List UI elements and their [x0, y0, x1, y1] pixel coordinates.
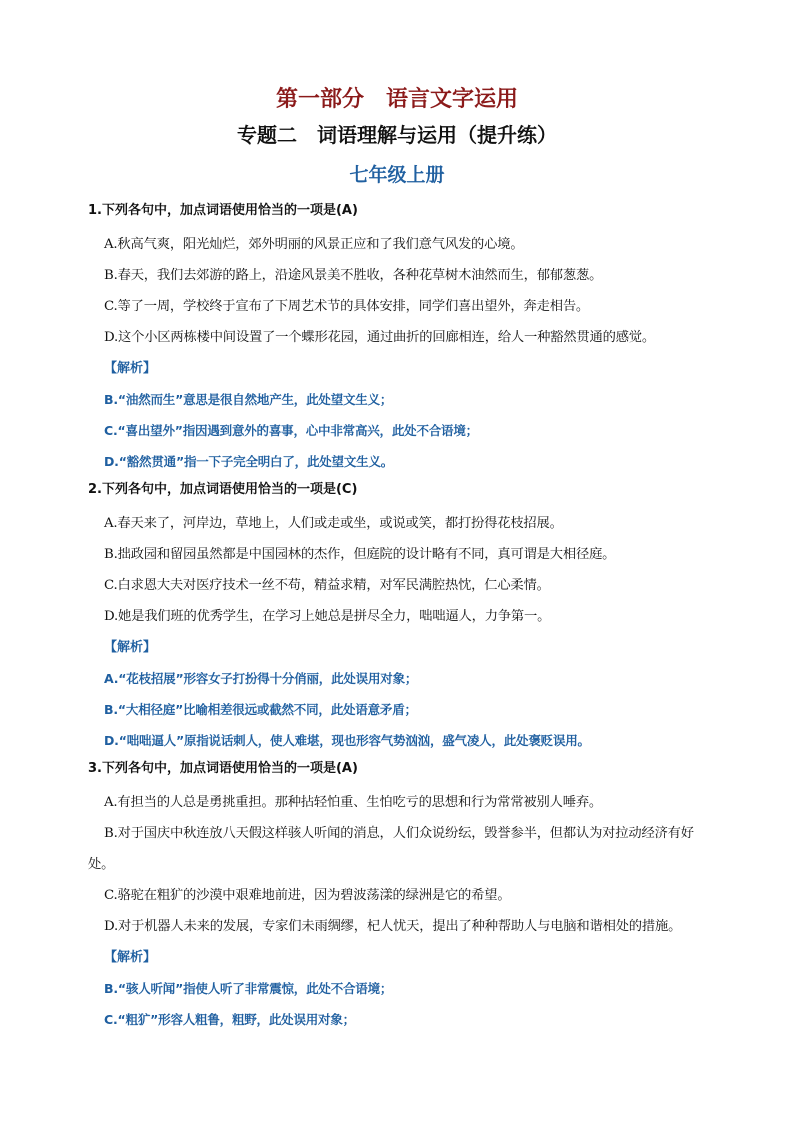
explanation-line: B.“骇人听闻”指使人听了非常震惊，此处不合语境； — [104, 981, 393, 996]
question-stem: 2.下列各句中，加点词语使用恰当的一项是(C) — [88, 482, 358, 497]
question-block — [88, 198, 718, 477]
analysis-label: 【解析】 — [104, 361, 157, 376]
part-title: 第一部分 语言文字运用 — [275, 87, 518, 112]
option-a: A.春天来了，河岸边，草地上，人们或走或坐，或说或笑，都打扮得花枝招展。 — [104, 516, 563, 531]
question-list — [88, 198, 718, 1035]
grade-title: 七年级上册 — [349, 164, 445, 186]
question-stem: 1.下列各句中，加点词语使用恰当的一项是(A) — [88, 203, 358, 218]
option-d: D.她是我们班的优秀学生，在学习上她总是拼尽全力，咄咄逼人，力争第一。 — [104, 609, 551, 624]
option-c: C.白求恩大夫对医疗技术一丝不苟，精益求精，对军民满腔热忱，仁心柔情。 — [104, 578, 550, 593]
explanation-line: D.“豁然贯通”指一下子完全明白了，此处望文生义。 — [104, 454, 394, 469]
option-b: B.春天，我们去郊游的路上，沿途风景美不胜收，各种花草树木油然而生，郁郁葱葱。 — [104, 268, 603, 283]
explanation-line: C.“粗犷”形容人粗鲁，粗野，此处误用对象； — [104, 1012, 355, 1027]
explanation-line: B.“大相径庭”比喻相差很远或截然不同，此处语意矛盾； — [104, 702, 417, 717]
question-stem: 3.下列各句中，加点词语使用恰当的一项是(A) — [88, 761, 358, 776]
topic-title: 专题二 词语理解与运用（提升练） — [237, 123, 557, 147]
explanation-line: C.“喜出望外”指因遇到意外的喜事，心中非常高兴，此处不合语境； — [104, 423, 478, 438]
option-c: C.骆驼在粗犷的沙漠中艰难地前进，因为碧波荡漾的绿洲是它的希望。 — [104, 888, 511, 903]
explanation-line: B.“油然而生”意思是很自然地产生，此处望文生义； — [104, 392, 393, 407]
option-b: B.对于国庆中秋连放八天假这样骇人听闻的消息，人们众说纷纭，毁誉参半，但都认为对拉动经济有好处。 — [88, 826, 694, 872]
option-d: D.对于机器人未来的发展，专家们未雨绸缪，杞人忧天，提出了种种帮助人与电脑和谐相处的措施。 — [104, 919, 682, 934]
option-c: C.等了一周，学校终于宣布了下周艺术节的具体安排，同学们喜出望外，奔走相告。 — [104, 299, 590, 314]
explanation-line: D.“咄咄逼人”原指说话刺人，使人难堪，现也形容气势汹汹，盛气凌人，此处褒贬误用。 — [104, 733, 590, 748]
explanation-line: A.“花枝招展”形容女子打扮得十分俏丽，此处误用对象； — [104, 671, 418, 686]
option-d: D.这个小区两栋楼中间设置了一个蝶形花园，通过曲折的回廊相连，给人一种豁然贯通的感觉。 — [104, 330, 655, 345]
question-block — [88, 756, 718, 1035]
option-a: A.秋高气爽，阳光灿烂，郊外明丽的风景正应和了我们意气风发的心境。 — [104, 237, 524, 252]
question-block — [88, 477, 718, 756]
option-a: A.有担当的人总是勇挑重担。那种拈轻怕重、生怕吃亏的思想和行为常常被别人唾弃。 — [104, 795, 603, 810]
analysis-label: 【解析】 — [104, 640, 157, 655]
analysis-label: 【解析】 — [104, 950, 157, 965]
option-b: B.拙政园和留园虽然都是中国园林的杰作，但庭院的设计略有不同，真可谓是大相径庭。 — [104, 547, 616, 562]
